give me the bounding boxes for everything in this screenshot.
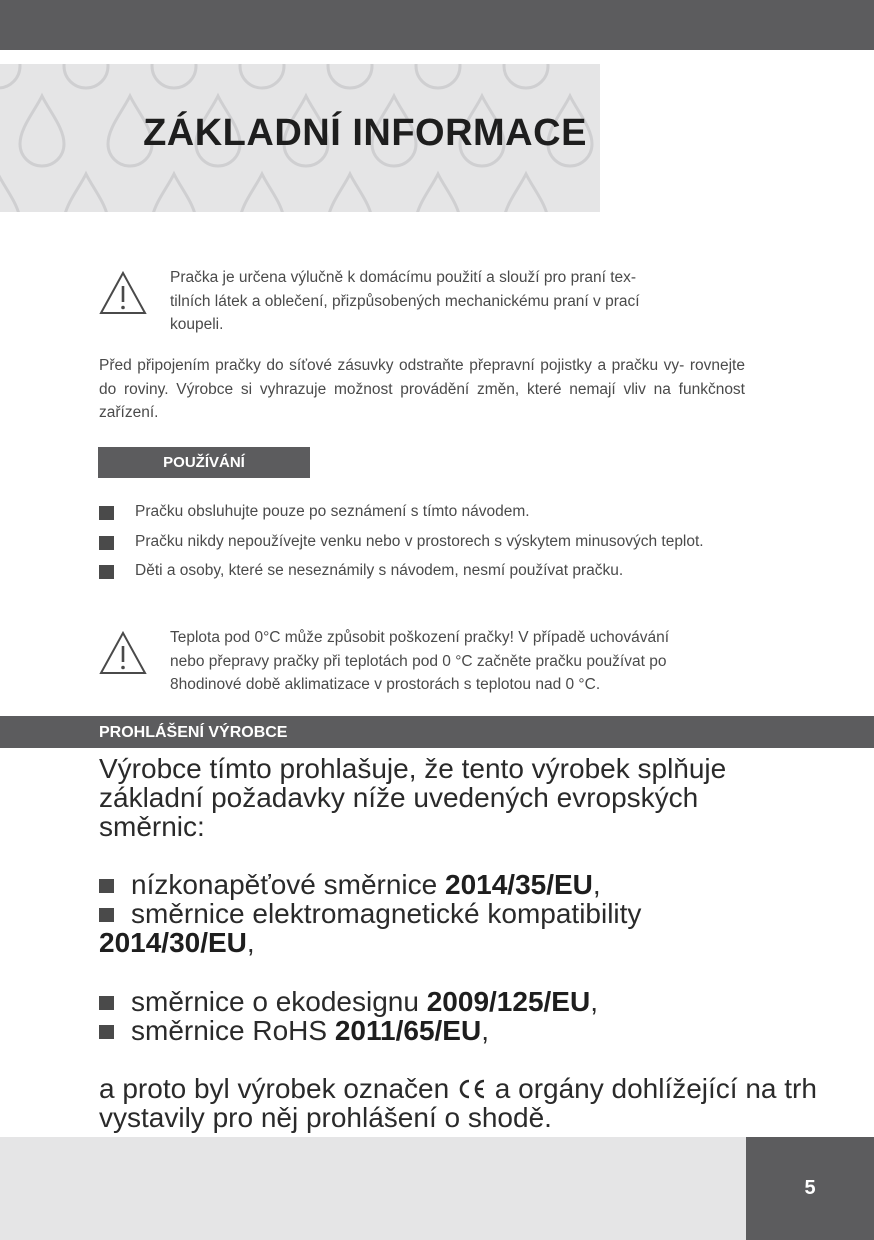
bullet-square-icon bbox=[99, 536, 114, 550]
declaration-intro: Výrobce tímto prohlašuje, že tento výrobek splňuje základní požadavky níže uvedených evropských směrnic: bbox=[99, 753, 727, 842]
warning-triangle-icon bbox=[98, 270, 148, 316]
warning-line: tilních látek a oblečení, přizpůsobených mechanickému praní v prací bbox=[170, 292, 640, 310]
top-bar bbox=[0, 0, 874, 50]
list-item bbox=[99, 500, 704, 530]
intro-paragraph: Před připojením pračky do síťové zásuvky odstraňte přepravní pojistky a pračku vy- rovnejte do roviny. Výrobce si vyhrazuje možnost provádění změn, které nemají vliv na funkčnost zařízení. bbox=[99, 357, 745, 421]
bullet-square-icon bbox=[99, 1025, 114, 1039]
list-item-text: Děti a osoby, které se neseznámily s návodem, nesmí používat pračku. bbox=[135, 562, 624, 579]
directive-item: směrnice RoHS 2011/65/EU, bbox=[99, 1016, 819, 1045]
page-title: ZÁKLADNÍ INFORMACE bbox=[143, 112, 587, 154]
intro-warning bbox=[98, 266, 748, 336]
bullet-square-icon bbox=[99, 565, 114, 579]
bullet-square-icon bbox=[99, 908, 114, 922]
warning-line: Pračka je určena výlučně k domácímu použití a slouží pro praní tex- bbox=[170, 269, 637, 286]
warning-line: Teplota pod 0°C může způsobit poškození pračky! V případě uchovávání bbox=[170, 629, 670, 646]
intro-warning-text bbox=[170, 266, 690, 337]
warning-line: koupeli. bbox=[170, 316, 224, 333]
directive-item: nízkonapěťové směrnice 2014/35/EU, bbox=[99, 870, 819, 899]
usage-section-label: POUŽÍVÁNÍ bbox=[98, 447, 310, 478]
declaration-closing: a proto byl výrobek označen a orgány dohlížející na trh vystavily pro něj prohlášení o shodě. bbox=[99, 1073, 817, 1133]
list-item bbox=[99, 559, 704, 589]
directive-code: 2014/35/EU bbox=[445, 869, 593, 900]
warning-line: 8hodinové době aklimatizace v prostorách s teplotou nad 0 °C. bbox=[170, 676, 601, 693]
temperature-warning-text bbox=[170, 626, 730, 697]
directive-code: 2011/65/EU bbox=[334, 1015, 482, 1046]
warning-triangle-icon bbox=[98, 630, 148, 676]
usage-list bbox=[99, 500, 704, 589]
warning-line: nebo přepravy pračky při teplotách pod 0 °C začněte pračku používat po bbox=[170, 652, 667, 670]
list-item-text: Pračku obsluhujte pouze po seznámení s tímto návodem. bbox=[135, 503, 530, 520]
directive-item: směrnice o ekodesignu 2009/125/EU, bbox=[99, 987, 819, 1016]
bullet-square-icon bbox=[99, 506, 114, 520]
page-number: 5 bbox=[746, 1137, 874, 1240]
ce-mark-icon bbox=[457, 1079, 487, 1099]
bullet-square-icon bbox=[99, 879, 114, 893]
declaration-section-bar bbox=[0, 716, 874, 748]
footer-band bbox=[0, 1137, 746, 1240]
list-item bbox=[99, 530, 704, 560]
temperature-warning bbox=[98, 626, 748, 696]
declaration-label: PROHLÁŠENÍ VÝROBCE bbox=[99, 724, 288, 741]
directive-code: 2009/125/EU bbox=[426, 986, 591, 1017]
bullet-square-icon bbox=[99, 996, 114, 1010]
directive-code: 2014/30/EU bbox=[99, 927, 247, 958]
directive-item: směrnice elektromagnetické kompatibility 2014/30/EU, bbox=[99, 898, 642, 958]
list-item-text: Pračku nikdy nepoužívejte venku nebo v prostorech s výskytem minusových teplot. bbox=[135, 532, 704, 550]
